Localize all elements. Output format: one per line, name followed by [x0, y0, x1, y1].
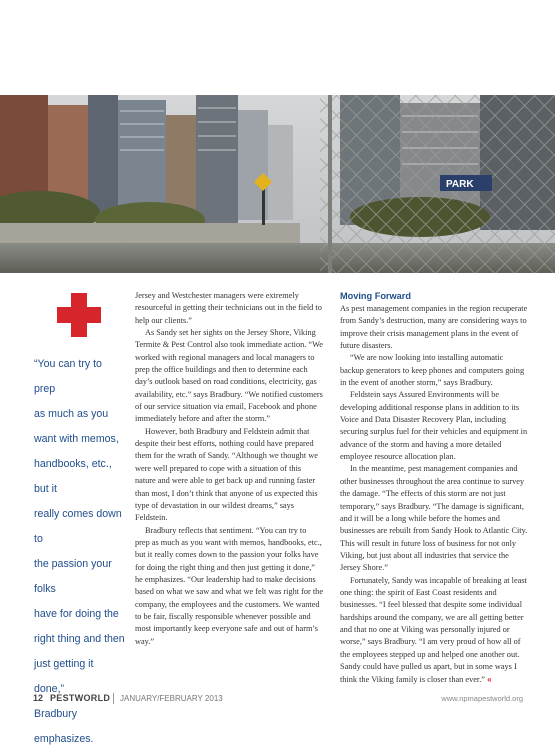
website-url[interactable]: www.npmapestworld.org	[441, 694, 523, 703]
paragraph: Bradbury reflects that sentiment. “You can try to prep as much as you want with memos, handbooks, etc., but it really comes down to the passion your folks have for doing the right thing and then just getting it done,” he emphasizes. “Our leadership had to make decisions based on what we saw and what we felt was right for the company, the employees and the customers. We wanted to be fair, fiscally responsible whenever possible and most importantly keep everyone safe and out of harm’s way.”	[135, 525, 324, 646]
red-cross-icon	[57, 293, 101, 337]
issue-date: JANUARY/FEBRUARY 2013	[120, 694, 223, 703]
park-sign-text: PARK	[446, 179, 474, 190]
footer-divider	[113, 693, 114, 704]
pull-quote-line: Bradbury emphasizes.	[34, 708, 94, 745]
magazine-name: PESTWORLD	[50, 693, 111, 703]
pull-quote-line: handbooks, etc., but it	[34, 458, 112, 495]
flooded-street-photo	[0, 95, 555, 273]
paragraph: In the meantime, pest management companies and other businesses throughout the area continue to survey the damage. “The effects of this storm are not just temporary,” says Bradbury. “The damage is significant, and it will be a long while before the homes and businesses are rebuilt from Sandy Hook to Atlantic City. This will result in future loss of business for not only Viking, but just about all industries that service the Jersey Shore.”	[340, 464, 528, 573]
article-column-2	[340, 290, 528, 687]
paragraph: However, both Bradbury and Feldstein admit that despite their best efforts, nothing could have prepared them for the wrath of Sandy. “Although we thought we were well prepared to cope with a situation of this nature and were able to get back up and running faster than most, I don’t think that anyone of us expected this type of devastation in our wildest dreams,” says Feldstein.	[135, 426, 318, 523]
paragraph: “We are now looking into installing automatic backup generators to keep phones and computers going in the event of another storm,” says Bradbury.	[340, 353, 525, 388]
article-column-1	[135, 290, 323, 648]
pull-quote-line: right thing and then	[34, 633, 125, 645]
hero-photo	[0, 95, 555, 273]
paragraph-last	[340, 575, 528, 687]
paragraph: As pest management companies in the region recuperate from Sandy’s destruction, many are considering ways to improve their crisis management plans in the event of future disasters.	[340, 304, 528, 351]
paragraph: Jersey and Westchester managers were extremely resourceful in getting their technicians out in the field to help our clients.”	[135, 291, 322, 325]
end-mark-icon: «	[487, 674, 492, 685]
page-number: 12	[33, 693, 44, 703]
pull-quote-line: as much as you	[34, 408, 109, 420]
pull-quote-line: “You can try to prep	[34, 358, 102, 395]
pull-quote-line: just getting it done,”	[34, 658, 94, 695]
pull-quote-line: really comes down to	[34, 508, 122, 545]
paragraph: Feldstein says Assured Environments will be developing additional response plans in addition to its Voice and Data Disaster Recovery Plan, including securing surplus fuel for their vehicles and equipment in advance of the storm and having a more detailed employee resource allocation plan.	[340, 390, 528, 462]
pull-quote	[34, 352, 126, 752]
section-heading: Moving Forward	[340, 291, 411, 301]
pull-quote-line: want with memos,	[34, 433, 119, 445]
pull-quote-line: the passion your folks	[34, 558, 112, 595]
page-footer	[33, 693, 523, 707]
pull-quote-line: have for doing the	[34, 608, 119, 620]
paragraph-text: Fortunately, Sandy was incapable of breaking at least one thing: the spirit of East Coast residents and businesses. “I feel blessed that despite some individual hardships around the company, we are all getting better and that no one at Viking was personally injured or worse,” says Bradbury. “I am very proud of how all of the employees stepped up and helped one another out. Sandy could have pulled us apart, but in some ways I think the Viking family is closer than ever.”	[340, 575, 527, 685]
paragraph: As Sandy set her sights on the Jersey Shore, Viking Termite & Pest Control also took immediate action. “We worked with regional managers and local managers to prep the office buildings and then to determine each day’s outlook based on road conditions, electricity, gas availability, etc.” says Bradbury. “We notified customers of our service situation via email, Facebook and phone immediately before and after the storm.”	[135, 328, 323, 424]
